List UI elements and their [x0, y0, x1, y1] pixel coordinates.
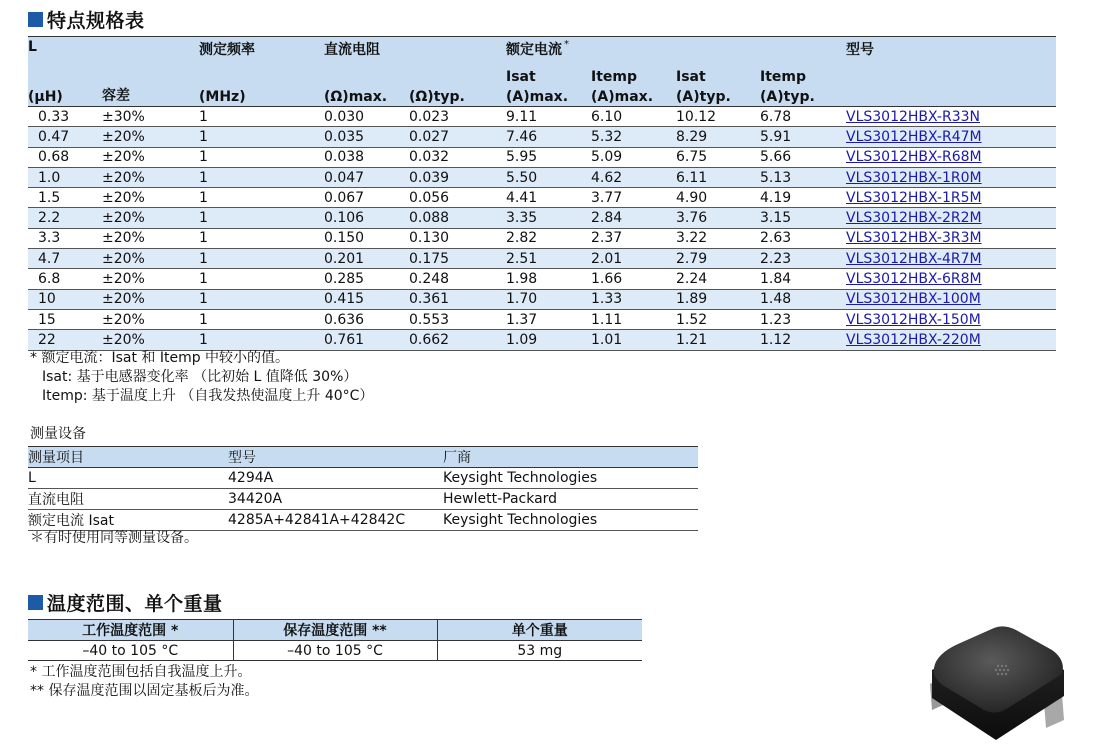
- header-blank: [760, 37, 846, 65]
- part-number-link[interactable]: VLS3012HBX-6R8M: [846, 271, 982, 288]
- header-uh: (μH): [28, 85, 102, 107]
- itemp-max-cell: 1.66: [591, 269, 676, 289]
- isat-typ-cell: 6.75: [676, 147, 760, 167]
- inductance-cell: 0.68: [28, 147, 102, 167]
- table-row: [28, 127, 1056, 147]
- tolerance-cell: ±20%: [102, 167, 199, 187]
- inductance-cell: 1.5: [28, 188, 102, 208]
- equipment-maker: Hewlett-Packard: [443, 488, 698, 509]
- inductance-cell: 0.33: [28, 107, 102, 127]
- part-number-link[interactable]: VLS3012HBX-220M: [846, 331, 981, 348]
- inductance-cell: 3.3: [28, 228, 102, 248]
- dcr-max-cell: 0.067: [324, 188, 409, 208]
- itemp-max-cell: 1.01: [591, 330, 676, 350]
- inductance-cell: 15: [28, 309, 102, 329]
- dcr-typ-cell: 0.032: [409, 147, 506, 167]
- part-number-link[interactable]: VLS3012HBX-1R0M: [846, 169, 982, 186]
- itemp-max-cell: 6.10: [591, 107, 676, 127]
- table-row: [28, 488, 698, 509]
- itemp-typ-cell: 1.23: [760, 309, 846, 329]
- spec-table: [28, 36, 1056, 351]
- dcr-typ-cell: 0.023: [409, 107, 506, 127]
- itemp-typ-cell: 2.63: [760, 228, 846, 248]
- note-line: ** 保存温度范围以固定基板后为准。: [30, 683, 259, 699]
- tolerance-cell: ±20%: [102, 249, 199, 269]
- tolerance-cell: ±20%: [102, 309, 199, 329]
- blue-square-icon: [28, 595, 43, 610]
- test-freq-cell: 1: [199, 107, 324, 127]
- temp-weight-value: 53 mg: [437, 641, 642, 661]
- spec-table-body: [28, 107, 1056, 351]
- part-number-cell: [846, 269, 1056, 289]
- test-freq-cell: 1: [199, 269, 324, 289]
- header-blank: [409, 64, 506, 85]
- isat-typ-cell: 4.90: [676, 188, 760, 208]
- header-tolerance: 容差: [102, 85, 199, 107]
- dcr-typ-cell: 0.088: [409, 208, 506, 228]
- table-row: [28, 269, 1056, 289]
- part-number-link[interactable]: VLS3012HBX-2R2M: [846, 210, 982, 227]
- dcr-typ-cell: 0.027: [409, 127, 506, 147]
- dcr-typ-cell: 0.361: [409, 289, 506, 309]
- dcr-typ-cell: 0.248: [409, 269, 506, 289]
- part-number-cell: [846, 167, 1056, 187]
- isat-max-cell: 5.50: [506, 167, 591, 187]
- test-freq-cell: 1: [199, 208, 324, 228]
- itemp-typ-cell: 5.13: [760, 167, 846, 187]
- inductance-cell: 10: [28, 289, 102, 309]
- table-row: [28, 147, 1056, 167]
- itemp-typ-cell: 4.19: [760, 188, 846, 208]
- smd-inductor-image: [924, 624, 1070, 744]
- itemp-max-cell: 2.01: [591, 249, 676, 269]
- equipment-item: 直流电阻: [28, 488, 228, 509]
- itemp-typ-cell: 1.12: [760, 330, 846, 350]
- isat-typ-cell: 1.89: [676, 289, 760, 309]
- dcr-typ-cell: 0.056: [409, 188, 506, 208]
- dcr-max-cell: 0.035: [324, 127, 409, 147]
- isat-typ-cell: 2.79: [676, 249, 760, 269]
- tolerance-cell: ±20%: [102, 228, 199, 248]
- test-freq-cell: 1: [199, 289, 324, 309]
- dcr-max-cell: 0.201: [324, 249, 409, 269]
- test-freq-cell: 1: [199, 228, 324, 248]
- isat-typ-cell: 8.29: [676, 127, 760, 147]
- header-ohm-typ: (Ω)typ.: [409, 85, 506, 107]
- temperature-table: [28, 619, 642, 661]
- rated-current-notes: [30, 349, 373, 406]
- isat-typ-cell: 1.21: [676, 330, 760, 350]
- test-freq-cell: 1: [199, 249, 324, 269]
- header-a-max-1: (A)max.: [506, 85, 591, 107]
- dcr-max-cell: 0.047: [324, 167, 409, 187]
- header-itemp-typ: Itemp: [760, 64, 846, 85]
- equipment-header-model: 型号: [228, 447, 443, 468]
- part-number-cell: [846, 147, 1056, 167]
- isat-typ-cell: 1.52: [676, 309, 760, 329]
- header-row-3: [28, 85, 1056, 107]
- table-row: [28, 188, 1056, 208]
- tolerance-cell: ±20%: [102, 330, 199, 350]
- header-row-1: [28, 37, 1056, 65]
- itemp-max-cell: 2.37: [591, 228, 676, 248]
- part-number-cell: [846, 127, 1056, 147]
- test-freq-cell: 1: [199, 127, 324, 147]
- header-blank: [846, 85, 1056, 107]
- itemp-max-cell: 1.11: [591, 309, 676, 329]
- table-row: [28, 107, 1056, 127]
- equipment-maker: Keysight Technologies: [443, 468, 698, 489]
- isat-max-cell: 3.35: [506, 208, 591, 228]
- dcr-typ-cell: 0.553: [409, 309, 506, 329]
- header-blank: [199, 64, 324, 85]
- dcr-max-cell: 0.415: [324, 289, 409, 309]
- dcr-max-cell: 0.106: [324, 208, 409, 228]
- tolerance-cell: ±20%: [102, 188, 199, 208]
- table-row: [28, 309, 1056, 329]
- part-number-link[interactable]: VLS3012HBX-100M: [846, 291, 981, 308]
- header-part: 型号: [846, 37, 1056, 65]
- inductance-cell: 2.2: [28, 208, 102, 228]
- temp-header-weight: 单个重量: [437, 620, 642, 641]
- section-title-text: 特点规格表: [47, 10, 145, 32]
- table-row: [28, 228, 1056, 248]
- header-rated-star: *: [564, 39, 569, 50]
- equipment-model: 4294A: [228, 468, 443, 489]
- part-number-cell: [846, 208, 1056, 228]
- temp-header-storage: 保存温度范围 **: [233, 620, 437, 641]
- equipment-model: 4285A+42841A+42842C: [228, 509, 443, 530]
- table-row: [28, 468, 698, 489]
- section-title-text: 温度范围、单个重量: [47, 593, 223, 615]
- equipment-header-item: 测量项目: [28, 447, 228, 468]
- header-freq: 测定频率: [199, 37, 324, 65]
- header-blank: [409, 37, 506, 65]
- part-number-cell: [846, 188, 1056, 208]
- equipment-header-row: [28, 447, 698, 468]
- note-line: Itemp: 基于温度上升 （自我发热使温度上升 40°C）: [42, 388, 374, 404]
- isat-max-cell: 1.70: [506, 289, 591, 309]
- blue-square-icon: [28, 12, 43, 27]
- itemp-max-cell: 5.32: [591, 127, 676, 147]
- table-row: [28, 330, 1056, 350]
- tolerance-cell: ±20%: [102, 147, 199, 167]
- part-number-cell: [846, 249, 1056, 269]
- header-a-typ-2: (A)typ.: [760, 85, 846, 107]
- itemp-max-cell: 5.09: [591, 147, 676, 167]
- isat-typ-cell: 3.76: [676, 208, 760, 228]
- part-number-cell: [846, 330, 1056, 350]
- part-number-cell: [846, 289, 1056, 309]
- header-blank: [676, 37, 760, 65]
- isat-max-cell: 2.51: [506, 249, 591, 269]
- header-dcr: 直流电阻: [324, 37, 409, 65]
- note-line: Isat: 基于电感器变化率 （比初始 L 值降低 30%）: [42, 369, 358, 385]
- itemp-max-cell: 2.84: [591, 208, 676, 228]
- inductance-cell: 1.0: [28, 167, 102, 187]
- isat-max-cell: 4.41: [506, 188, 591, 208]
- inductance-cell: 4.7: [28, 249, 102, 269]
- header-ohm-max: (Ω)max.: [324, 85, 409, 107]
- header-blank: [102, 64, 199, 85]
- header-blank: [846, 64, 1056, 85]
- table-row: [28, 509, 698, 530]
- isat-max-cell: 1.98: [506, 269, 591, 289]
- tolerance-cell: ±30%: [102, 107, 199, 127]
- header-isat-max: Isat: [506, 64, 591, 85]
- equipment-header-maker: 厂商: [443, 447, 698, 468]
- header-rated-text: 额定电流: [506, 42, 562, 58]
- test-freq-cell: 1: [199, 188, 324, 208]
- temp-header-operating: 工作温度范围 *: [28, 620, 233, 641]
- itemp-typ-cell: 3.15: [760, 208, 846, 228]
- itemp-max-cell: 4.62: [591, 167, 676, 187]
- equipment-table: [28, 446, 698, 531]
- itemp-typ-cell: 5.66: [760, 147, 846, 167]
- part-number-link[interactable]: VLS3012HBX-R33N: [846, 108, 980, 125]
- dcr-typ-cell: 0.039: [409, 167, 506, 187]
- dcr-typ-cell: 0.175: [409, 249, 506, 269]
- isat-max-cell: 5.95: [506, 147, 591, 167]
- header-itemp-max: Itemp: [591, 64, 676, 85]
- table-row: [28, 167, 1056, 187]
- part-number-link[interactable]: VLS3012HBX-150M: [846, 311, 981, 328]
- header-a-typ-1: (A)typ.: [676, 85, 760, 107]
- header-row-2: [28, 64, 1056, 85]
- itemp-typ-cell: 5.91: [760, 127, 846, 147]
- isat-typ-cell: 3.22: [676, 228, 760, 248]
- header-blank: [28, 64, 102, 85]
- dcr-max-cell: 0.150: [324, 228, 409, 248]
- dcr-max-cell: 0.285: [324, 269, 409, 289]
- equipment-note: ＊有时使用同等测量设备。: [30, 530, 198, 546]
- note-line: * 额定电流：Isat 和 Itemp 中较小的值。: [30, 350, 290, 366]
- isat-max-cell: 1.37: [506, 309, 591, 329]
- temp-storage-value: –40 to 105 °C: [233, 641, 437, 661]
- itemp-typ-cell: 1.48: [760, 289, 846, 309]
- itemp-typ-cell: 6.78: [760, 107, 846, 127]
- equipment-model: 34420A: [228, 488, 443, 509]
- dcr-typ-cell: 0.130: [409, 228, 506, 248]
- part-number-cell: [846, 107, 1056, 127]
- part-number-link[interactable]: VLS3012HBX-1R5M: [846, 189, 982, 206]
- test-freq-cell: 1: [199, 330, 324, 350]
- dcr-max-cell: 0.030: [324, 107, 409, 127]
- part-number-link[interactable]: VLS3012HBX-R68M: [846, 149, 982, 166]
- dcr-max-cell: 0.038: [324, 147, 409, 167]
- table-row: [28, 289, 1056, 309]
- isat-max-cell: 9.11: [506, 107, 591, 127]
- inductance-cell: 22: [28, 330, 102, 350]
- itemp-typ-cell: 1.84: [760, 269, 846, 289]
- temp-operating-value: –40 to 105 °C: [28, 641, 233, 661]
- part-number-link[interactable]: VLS3012HBX-4R7M: [846, 250, 982, 267]
- test-freq-cell: 1: [199, 309, 324, 329]
- header-mhz: (MHz): [199, 85, 324, 107]
- header-l: L: [28, 37, 102, 65]
- isat-typ-cell: 2.24: [676, 269, 760, 289]
- header-blank: [591, 37, 676, 65]
- header-rated: [506, 37, 591, 65]
- section-title-specs: [28, 6, 145, 33]
- test-freq-cell: 1: [199, 147, 324, 167]
- part-number-cell: [846, 309, 1056, 329]
- table-row: [28, 208, 1056, 228]
- temperature-notes: [30, 663, 258, 701]
- table-row: [28, 641, 642, 661]
- tolerance-cell: ±20%: [102, 208, 199, 228]
- temp-header-row: [28, 620, 642, 641]
- equipment-maker: Keysight Technologies: [443, 509, 698, 530]
- dcr-max-cell: 0.636: [324, 309, 409, 329]
- isat-typ-cell: 10.12: [676, 107, 760, 127]
- isat-max-cell: 7.46: [506, 127, 591, 147]
- header-a-max-2: (A)max.: [591, 85, 676, 107]
- tolerance-cell: ±20%: [102, 289, 199, 309]
- isat-max-cell: 2.82: [506, 228, 591, 248]
- equipment-item: 额定电流 Isat: [28, 509, 228, 530]
- table-row: [28, 249, 1056, 269]
- header-isat-typ: Isat: [676, 64, 760, 85]
- header-blank: [324, 64, 409, 85]
- part-number-link[interactable]: VLS3012HBX-R47M: [846, 128, 982, 145]
- dcr-max-cell: 0.761: [324, 330, 409, 350]
- itemp-max-cell: 3.77: [591, 188, 676, 208]
- inductance-cell: 0.47: [28, 127, 102, 147]
- isat-max-cell: 1.09: [506, 330, 591, 350]
- isat-typ-cell: 6.11: [676, 167, 760, 187]
- note-line: * 工作温度范围包括自我温度上升。: [30, 664, 252, 680]
- tolerance-cell: ±20%: [102, 127, 199, 147]
- equipment-caption: 测量设备: [30, 426, 86, 442]
- inductance-cell: 6.8: [28, 269, 102, 289]
- section-title-temperature: [28, 589, 223, 616]
- itemp-typ-cell: 2.23: [760, 249, 846, 269]
- test-freq-cell: 1: [199, 167, 324, 187]
- equipment-item: L: [28, 468, 228, 489]
- tolerance-cell: ±20%: [102, 269, 199, 289]
- dcr-typ-cell: 0.662: [409, 330, 506, 350]
- part-number-link[interactable]: VLS3012HBX-3R3M: [846, 230, 982, 247]
- header-blank: [102, 37, 199, 65]
- part-number-cell: [846, 228, 1056, 248]
- itemp-max-cell: 1.33: [591, 289, 676, 309]
